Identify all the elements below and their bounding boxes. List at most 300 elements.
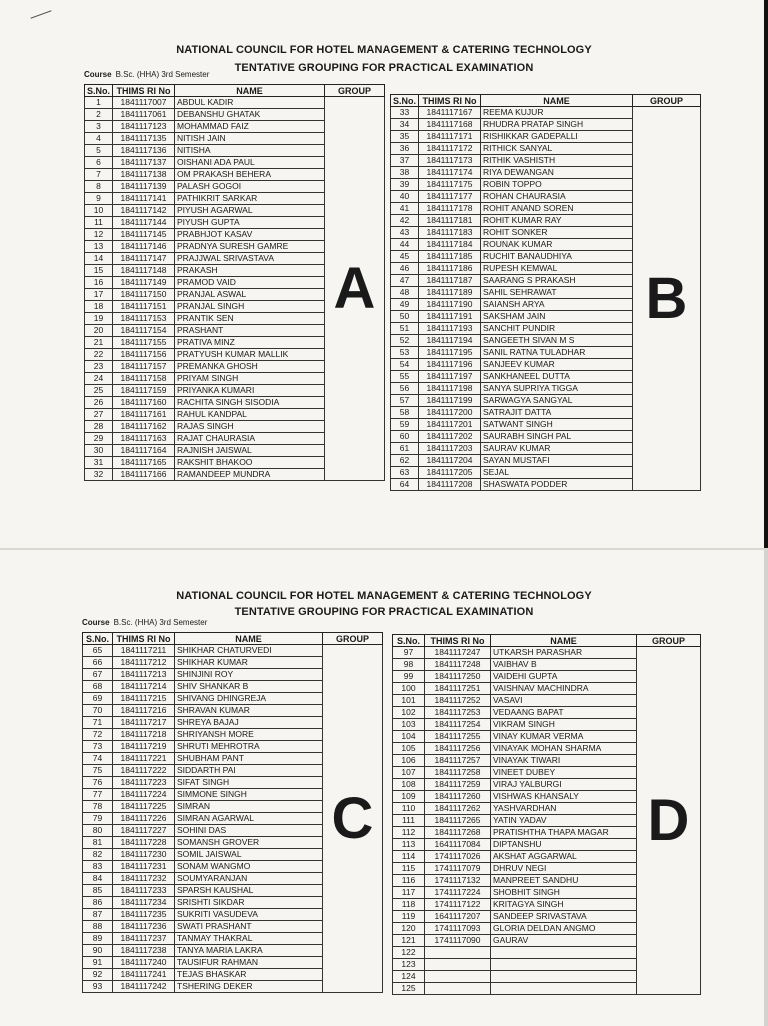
rollno-cell: 1841117154 xyxy=(113,325,175,337)
sno-cell: 68 xyxy=(83,681,113,693)
sno-cell: 19 xyxy=(85,313,113,325)
rollno-cell: 1841117168 xyxy=(419,119,481,131)
name-cell: SONAM WANGMO xyxy=(175,861,323,873)
name-cell: PRATYUSH KUMAR MALLIK xyxy=(175,349,325,361)
sno-cell: 119 xyxy=(393,911,425,923)
sno-cell: 109 xyxy=(393,791,425,803)
rollno-cell: 1841117177 xyxy=(419,191,481,203)
name-cell: VINEET DUBEY xyxy=(491,767,637,779)
name-cell: RITHICK SANYAL xyxy=(481,143,633,155)
rollno-cell xyxy=(425,971,491,983)
sno-cell: 103 xyxy=(393,719,425,731)
rollno-cell: 1841117254 xyxy=(425,719,491,731)
rollno-cell: 1841117153 xyxy=(113,313,175,325)
name-cell: SANIL RATNA TULADHAR xyxy=(481,347,633,359)
sno-cell: 99 xyxy=(393,671,425,683)
sno-cell: 28 xyxy=(85,421,113,433)
rollno-cell: 1841117253 xyxy=(425,707,491,719)
sno-cell: 52 xyxy=(391,335,419,347)
rollno-cell: 1841117227 xyxy=(113,825,175,837)
sno-cell: 5 xyxy=(85,145,113,157)
name-cell: VASAVI xyxy=(491,695,637,707)
rollno-cell: 1841117200 xyxy=(419,407,481,419)
sno-cell: 58 xyxy=(391,407,419,419)
name-cell: NITISH JAIN xyxy=(175,133,325,145)
sno-cell: 67 xyxy=(83,669,113,681)
name-cell: VINAY KUMAR VERMA xyxy=(491,731,637,743)
sno-cell: 73 xyxy=(83,741,113,753)
name-cell: SHREYA BAJAJ xyxy=(175,717,323,729)
name-cell: REEMA KUJUR xyxy=(481,107,633,119)
name-cell: SOMANSH GROVER xyxy=(175,837,323,849)
rollno-cell: 1741117122 xyxy=(425,899,491,911)
name-cell: DEBANSHU GHATAK xyxy=(175,109,325,121)
rollno-cell: 1741117093 xyxy=(425,923,491,935)
name-cell: SAHIL SEHRAWAT xyxy=(481,287,633,299)
sno-cell: 59 xyxy=(391,419,419,431)
rollno-cell: 1841117233 xyxy=(113,885,175,897)
name-cell: SHRAVAN KUMAR xyxy=(175,705,323,717)
rollno-cell: 1841117214 xyxy=(113,681,175,693)
rollno-cell: 1841117164 xyxy=(113,445,175,457)
table-row xyxy=(391,107,701,119)
name-header: NAME xyxy=(175,633,323,645)
sno-cell: 29 xyxy=(85,433,113,445)
sno-cell: 105 xyxy=(393,743,425,755)
sno-cell: 21 xyxy=(85,337,113,349)
sno-cell: 62 xyxy=(391,455,419,467)
name-cell: VIRAJ YALBURGI xyxy=(491,779,637,791)
sno-cell: 7 xyxy=(85,169,113,181)
rollno-cell: 1841117166 xyxy=(113,469,175,481)
table-body xyxy=(85,97,385,481)
rollno-cell: 1841117142 xyxy=(113,205,175,217)
sno-cell: 104 xyxy=(393,731,425,743)
sno-cell: 13 xyxy=(85,241,113,253)
sno-cell: 53 xyxy=(391,347,419,359)
rollno-cell: 1841117135 xyxy=(113,133,175,145)
rollno-cell: 1841117236 xyxy=(113,921,175,933)
rollno-cell: 1741117079 xyxy=(425,863,491,875)
rollno-cell: 1841117247 xyxy=(425,647,491,659)
name-cell: SIMRAN AGARWAL xyxy=(175,813,323,825)
name-cell: SIMMONE SINGH xyxy=(175,789,323,801)
sheet-subtitle: TENTATIVE GROUPING FOR PRACTICAL EXAMINATION xyxy=(234,606,534,618)
name-cell: SHIV SHANKAR B xyxy=(175,681,323,693)
rollno-cell: 1841117189 xyxy=(419,287,481,299)
rollno-cell: 1841117160 xyxy=(113,397,175,409)
name-cell: SOMIL JAISWAL xyxy=(175,849,323,861)
name-cell: PRANJAL ASWAL xyxy=(175,289,325,301)
name-cell: PRAMOD VAID xyxy=(175,277,325,289)
rollno-cell: 1841117194 xyxy=(419,335,481,347)
sno-cell: 66 xyxy=(83,657,113,669)
name-cell: SHOBHIT SINGH xyxy=(491,887,637,899)
rollno-cell: 1841117252 xyxy=(425,695,491,707)
course-line xyxy=(84,70,209,79)
rollno-cell: 1841117136 xyxy=(113,145,175,157)
sno-cell: 123 xyxy=(393,959,425,971)
rollno-cell: 1641117207 xyxy=(425,911,491,923)
sno-cell: 102 xyxy=(393,707,425,719)
table-header-row xyxy=(85,85,385,97)
sno-cell: 114 xyxy=(393,851,425,863)
rollno-header: THIMS RI No xyxy=(113,633,175,645)
name-cell: TANMAY THAKRAL xyxy=(175,933,323,945)
rollno-cell: 1841117186 xyxy=(419,263,481,275)
rollno-cell: 1841117123 xyxy=(113,121,175,133)
sno-cell: 57 xyxy=(391,395,419,407)
rollno-cell: 1841117144 xyxy=(113,217,175,229)
rollno-cell: 1841117250 xyxy=(425,671,491,683)
rollno-cell: 1741117090 xyxy=(425,935,491,947)
sno-cell: 122 xyxy=(393,947,425,959)
name-header: NAME xyxy=(175,85,325,97)
name-cell: PRAKASH xyxy=(175,265,325,277)
rollno-cell: 1841117256 xyxy=(425,743,491,755)
sno-cell: 61 xyxy=(391,443,419,455)
name-cell: PRABHJOT KASAV xyxy=(175,229,325,241)
sno-cell: 88 xyxy=(83,921,113,933)
sno-cell: 11 xyxy=(85,217,113,229)
course-label: Course xyxy=(82,618,110,627)
sno-cell: 70 xyxy=(83,705,113,717)
sno-cell: 2 xyxy=(85,109,113,121)
rollno-cell: 1841117162 xyxy=(113,421,175,433)
name-cell: SHINJINI ROY xyxy=(175,669,323,681)
rollno-cell: 1841117178 xyxy=(419,203,481,215)
sno-cell: 41 xyxy=(391,203,419,215)
name-cell: MANPREET SANDHU xyxy=(491,875,637,887)
name-cell: SHUBHAM PANT xyxy=(175,753,323,765)
name-cell: ROHAN CHAURASIA xyxy=(481,191,633,203)
name-cell: RIYA DEWANGAN xyxy=(481,167,633,179)
sno-cell: 56 xyxy=(391,383,419,395)
name-cell: NITISHA xyxy=(175,145,325,157)
name-cell: OM PRAKASH BEHERA xyxy=(175,169,325,181)
name-cell: RUCHIT BANAUDHIYA xyxy=(481,251,633,263)
name-cell: SIFAT SINGH xyxy=(175,777,323,789)
name-cell: SEJAL xyxy=(481,467,633,479)
sno-header: S.No. xyxy=(391,95,419,107)
name-cell: SANDEEP SRIVASTAVA xyxy=(491,911,637,923)
name-cell: PRAJJWAL SRIVASTAVA xyxy=(175,253,325,265)
rollno-cell: 1841117268 xyxy=(425,827,491,839)
group-header: GROUP xyxy=(325,85,385,97)
sno-cell: 91 xyxy=(83,957,113,969)
name-cell: SHIKHAR KUMAR xyxy=(175,657,323,669)
name-cell: ROHIT ANAND SOREN xyxy=(481,203,633,215)
rollno-cell: 1841117212 xyxy=(113,657,175,669)
rollno-cell: 1841117248 xyxy=(425,659,491,671)
sno-cell: 80 xyxy=(83,825,113,837)
sno-cell: 111 xyxy=(393,815,425,827)
rollno-cell: 1841117165 xyxy=(113,457,175,469)
name-cell: SHASWATA PODDER xyxy=(481,479,633,491)
table-header-row xyxy=(391,95,701,107)
name-cell: SAYAN MUSTAFI xyxy=(481,455,633,467)
group-header: GROUP xyxy=(633,95,701,107)
name-cell: RITHIK VASHISTH xyxy=(481,155,633,167)
sno-cell: 3 xyxy=(85,121,113,133)
name-cell: SWATI PRASHANT xyxy=(175,921,323,933)
rollno-cell: 1841117161 xyxy=(113,409,175,421)
sno-cell: 82 xyxy=(83,849,113,861)
sno-cell: 30 xyxy=(85,445,113,457)
rollno-cell: 1841117137 xyxy=(113,157,175,169)
rollno-cell: 1841117007 xyxy=(113,97,175,109)
sno-cell: 6 xyxy=(85,157,113,169)
name-cell: SOUMYARANJAN xyxy=(175,873,323,885)
course-value: B.Sc. (HHA) 3rd Semester xyxy=(113,618,208,627)
rollno-cell: 1841117197 xyxy=(419,371,481,383)
rollno-cell: 1841117203 xyxy=(419,443,481,455)
sno-cell: 121 xyxy=(393,935,425,947)
sno-cell: 38 xyxy=(391,167,419,179)
sno-cell: 74 xyxy=(83,753,113,765)
group-letter: C xyxy=(323,645,383,993)
rollno-cell: 1841117163 xyxy=(113,433,175,445)
page-edge xyxy=(764,550,768,1026)
sno-cell: 81 xyxy=(83,837,113,849)
rollno-cell: 1841117215 xyxy=(113,693,175,705)
sno-cell: 84 xyxy=(83,873,113,885)
rollno-cell: 1841117199 xyxy=(419,395,481,407)
rollno-cell: 1841117149 xyxy=(113,277,175,289)
rollno-cell: 1841117146 xyxy=(113,241,175,253)
sno-cell: 124 xyxy=(393,971,425,983)
table-body xyxy=(391,107,701,491)
rollno-cell: 1841117216 xyxy=(113,705,175,717)
name-cell: RAJNISH JAISWAL xyxy=(175,445,325,457)
name-cell: RAMANDEEP MUNDRA xyxy=(175,469,325,481)
rollno-cell: 1841117150 xyxy=(113,289,175,301)
rollno-cell: 1841117221 xyxy=(113,753,175,765)
rollno-cell: 1841117172 xyxy=(419,143,481,155)
rollno-cell: 1841117205 xyxy=(419,467,481,479)
name-cell: SIMRAN xyxy=(175,801,323,813)
name-cell: SANJEEV KUMAR xyxy=(481,359,633,371)
sno-cell: 71 xyxy=(83,717,113,729)
rollno-cell: 1841117193 xyxy=(419,323,481,335)
sno-cell: 117 xyxy=(393,887,425,899)
sno-cell: 113 xyxy=(393,839,425,851)
rollno-cell: 1841117262 xyxy=(425,803,491,815)
name-cell xyxy=(491,947,637,959)
rollno-cell: 1641117084 xyxy=(425,839,491,851)
rollno-cell: 1841117159 xyxy=(113,385,175,397)
sno-cell: 72 xyxy=(83,729,113,741)
rollno-cell: 1841117223 xyxy=(113,777,175,789)
pen-mark xyxy=(30,10,51,18)
sno-cell: 92 xyxy=(83,969,113,981)
name-cell: RACHITA SINGH SISODIA xyxy=(175,397,325,409)
name-cell: VAISHNAV MACHINDRA xyxy=(491,683,637,695)
name-cell: RUPESH KEMWAL xyxy=(481,263,633,275)
name-cell: SHIVANG DHINGREJA xyxy=(175,693,323,705)
name-cell xyxy=(491,971,637,983)
name-cell: VISHWAS KHANSALY xyxy=(491,791,637,803)
group-header: GROUP xyxy=(323,633,383,645)
rollno-cell: 1841117201 xyxy=(419,419,481,431)
sno-cell: 63 xyxy=(391,467,419,479)
table-row xyxy=(83,645,383,657)
name-cell: VINAYAK TIWARI xyxy=(491,755,637,767)
sno-cell: 112 xyxy=(393,827,425,839)
rollno-cell: 1841117138 xyxy=(113,169,175,181)
sno-cell: 110 xyxy=(393,803,425,815)
sno-cell: 107 xyxy=(393,767,425,779)
name-cell: SHRUTI MEHROTRA xyxy=(175,741,323,753)
sno-cell: 20 xyxy=(85,325,113,337)
rollno-cell: 1841117242 xyxy=(113,981,175,993)
rollno-cell: 1841117171 xyxy=(419,131,481,143)
group-header: GROUP xyxy=(637,635,701,647)
name-cell: TEJAS BHASKAR xyxy=(175,969,323,981)
name-cell: RAJAT CHAURASIA xyxy=(175,433,325,445)
name-cell: OISHANI ADA PAUL xyxy=(175,157,325,169)
rollno-cell: 1841117222 xyxy=(113,765,175,777)
course-label: Course xyxy=(84,70,112,79)
rollno-cell: 1841117258 xyxy=(425,767,491,779)
sheet-title: NATIONAL COUNCIL FOR HOTEL MANAGEMENT & CATERING TECHNOLOGY xyxy=(176,590,592,602)
group-letter: B xyxy=(633,107,701,491)
sno-cell: 89 xyxy=(83,933,113,945)
name-header: NAME xyxy=(481,95,633,107)
name-cell: SANCHIT PUNDIR xyxy=(481,323,633,335)
sno-cell: 87 xyxy=(83,909,113,921)
sno-cell: 77 xyxy=(83,789,113,801)
name-cell xyxy=(491,983,637,995)
sno-cell: 42 xyxy=(391,215,419,227)
rollno-cell: 1841117145 xyxy=(113,229,175,241)
rollno-cell: 1841117196 xyxy=(419,359,481,371)
name-cell: SAARANG S PRAKASH xyxy=(481,275,633,287)
rollno-cell: 1841117147 xyxy=(113,253,175,265)
name-cell: TAUSIFUR RAHMAN xyxy=(175,957,323,969)
name-cell: GAURAV xyxy=(491,935,637,947)
sno-cell: 78 xyxy=(83,801,113,813)
rollno-cell: 1841117240 xyxy=(113,957,175,969)
sno-cell: 22 xyxy=(85,349,113,361)
sno-cell: 60 xyxy=(391,431,419,443)
course-line xyxy=(82,618,207,627)
name-cell: VIKRAM SINGH xyxy=(491,719,637,731)
name-cell: PIYUSH AGARWAL xyxy=(175,205,325,217)
rollno-cell: 1841117260 xyxy=(425,791,491,803)
name-cell: VAIDEHI GUPTA xyxy=(491,671,637,683)
rollno-cell xyxy=(425,983,491,995)
sno-cell: 64 xyxy=(391,479,419,491)
name-cell: SATWANT SINGH xyxy=(481,419,633,431)
name-cell: YASHVARDHAN xyxy=(491,803,637,815)
name-cell: PRATISHTHA THAPA MAGAR xyxy=(491,827,637,839)
rollno-cell: 1841117139 xyxy=(113,181,175,193)
name-cell: UTKARSH PARASHAR xyxy=(491,647,637,659)
rollno-cell: 1841117255 xyxy=(425,731,491,743)
name-cell: RISHIKKAR GADEPALLI xyxy=(481,131,633,143)
table-header-row xyxy=(393,635,701,647)
name-cell: YATIN YADAV xyxy=(491,815,637,827)
rollno-cell: 1841117257 xyxy=(425,755,491,767)
sno-cell: 101 xyxy=(393,695,425,707)
name-cell: SHIKHAR CHATURVEDI xyxy=(175,645,323,657)
sno-cell: 97 xyxy=(393,647,425,659)
name-cell: AKSHAT AGGARWAL xyxy=(491,851,637,863)
sno-cell: 69 xyxy=(83,693,113,705)
name-cell: ROBIN TOPPO xyxy=(481,179,633,191)
rollno-cell: 1841117141 xyxy=(113,193,175,205)
sno-cell: 24 xyxy=(85,373,113,385)
name-cell: PREMANKA GHOSH xyxy=(175,361,325,373)
rollno-cell: 1841117238 xyxy=(113,945,175,957)
rollno-cell: 1841117241 xyxy=(113,969,175,981)
rollno-cell: 1841117181 xyxy=(419,215,481,227)
rollno-cell: 1841117157 xyxy=(113,361,175,373)
rollno-cell: 1841117211 xyxy=(113,645,175,657)
name-cell: PRATIVA MINZ xyxy=(175,337,325,349)
sno-cell: 85 xyxy=(83,885,113,897)
sno-cell: 36 xyxy=(391,143,419,155)
name-cell: SANKHANEEL DUTTA xyxy=(481,371,633,383)
page-edge xyxy=(764,0,768,548)
rollno-cell xyxy=(425,947,491,959)
sno-cell: 116 xyxy=(393,875,425,887)
sno-cell: 75 xyxy=(83,765,113,777)
rollno-cell: 1841117198 xyxy=(419,383,481,395)
sno-cell: 50 xyxy=(391,311,419,323)
name-cell: DHRUV NEGI xyxy=(491,863,637,875)
name-header: NAME xyxy=(491,635,637,647)
sno-cell: 118 xyxy=(393,899,425,911)
rollno-cell: 1841117259 xyxy=(425,779,491,791)
sno-cell: 79 xyxy=(83,813,113,825)
sno-cell: 39 xyxy=(391,179,419,191)
sno-cell: 86 xyxy=(83,897,113,909)
rollno-header: THIMS RI No xyxy=(425,635,491,647)
table-header-row xyxy=(83,633,383,645)
sno-cell: 25 xyxy=(85,385,113,397)
sno-cell: 10 xyxy=(85,205,113,217)
rollno-cell: 1841117202 xyxy=(419,431,481,443)
sno-cell: 40 xyxy=(391,191,419,203)
sno-cell: 54 xyxy=(391,359,419,371)
sno-cell: 76 xyxy=(83,777,113,789)
rollno-cell: 1841117226 xyxy=(113,813,175,825)
rollno-cell: 1841117208 xyxy=(419,479,481,491)
sheet-subtitle: TENTATIVE GROUPING FOR PRACTICAL EXAMINATION xyxy=(234,62,534,74)
rollno-cell: 1841117204 xyxy=(419,455,481,467)
rollno-cell: 1841117225 xyxy=(113,801,175,813)
sno-cell: 108 xyxy=(393,779,425,791)
name-cell: TANYA MARIA LAKRA xyxy=(175,945,323,957)
name-cell: VINAYAK MOHAN SHARMA xyxy=(491,743,637,755)
rollno-cell: 1841117265 xyxy=(425,815,491,827)
name-cell: ROHIT KUMAR RAY xyxy=(481,215,633,227)
table-body xyxy=(393,647,701,995)
rollno-cell: 1841117217 xyxy=(113,717,175,729)
rollno-cell: 1841117148 xyxy=(113,265,175,277)
rollno-cell: 1841117187 xyxy=(419,275,481,287)
name-cell: PRIYANKA KUMARI xyxy=(175,385,325,397)
name-cell: MOHAMMAD FAIZ xyxy=(175,121,325,133)
name-cell: PALASH GOGOI xyxy=(175,181,325,193)
group-table-b xyxy=(390,94,701,491)
name-cell: PRIYAM SINGH xyxy=(175,373,325,385)
table-row xyxy=(393,647,701,659)
sno-cell: 93 xyxy=(83,981,113,993)
name-cell: SANGEETH SIVAN M S xyxy=(481,335,633,347)
